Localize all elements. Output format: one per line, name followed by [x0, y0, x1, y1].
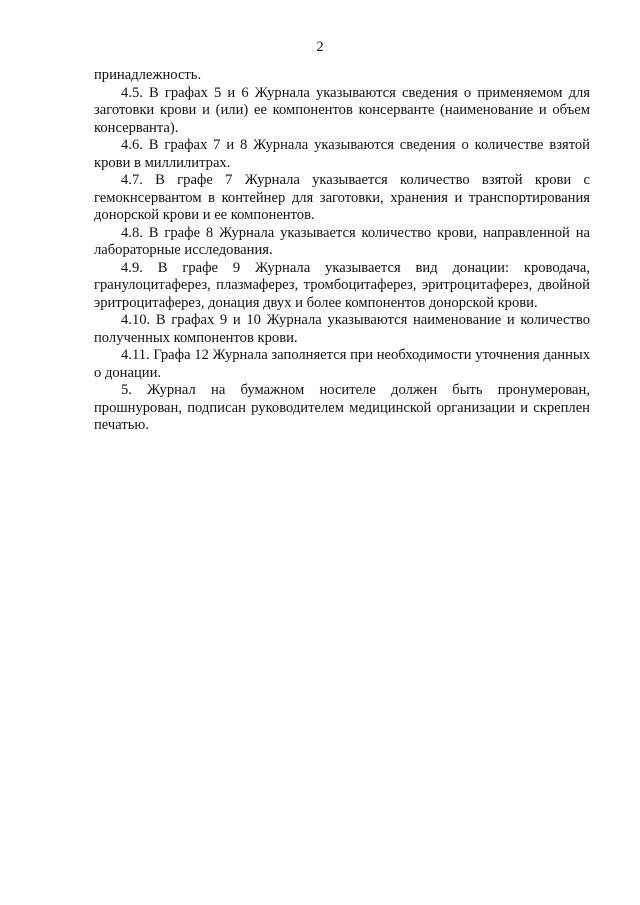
- document-body: [94, 67, 590, 435]
- paragraph-4-9: 4.9. В графе 9 Журнала указывается вид донации: кроводача, гранулоцитаферез, плазмаферез, тромбоцитаферез, эритроцитаферез, двойной эритроцитаферез, донация двух и более компонентов донорской крови.: [94, 259, 590, 311]
- paragraph-4-11: 4.11. Графа 12 Журнала заполняется при необходимости уточнения данных о донации.: [94, 347, 590, 381]
- paragraph-continuation: принадлежность.: [94, 67, 202, 83]
- paragraph-4-7: 4.7. В графе 7 Журнала указывается количество взятой крови с гемокнсервантом в контейнер для заготовки, хранения и транспортирования донорской крови и ее компонентов.: [94, 172, 590, 223]
- paragraph-4-6: 4.6. В графах 7 и 8 Журнала указываются сведения о количестве взятой крови в миллилитрах.: [94, 137, 590, 171]
- page-number: 2: [316, 39, 324, 55]
- paragraph-4-5: 4.5. В графах 5 и 6 Журнала указываются сведения о применяемом для заготовки крови и (или) ее компонентов консерванте (наименование и объем консерванта).: [94, 84, 590, 136]
- paragraph-5: 5. Журнал на бумажном носителе должен быть пронумерован, прошнурован, подписан руководителем медицинской организации и скреплен печатью.: [94, 382, 590, 433]
- paragraph-4-8: 4.8. В графе 8 Журнала указывается количество крови, направленной на лабораторные исследования.: [94, 224, 590, 258]
- paragraph-4-10: 4.10. В графах 9 и 10 Журнала указываются наименование и количество полученных компонентов крови.: [94, 312, 590, 346]
